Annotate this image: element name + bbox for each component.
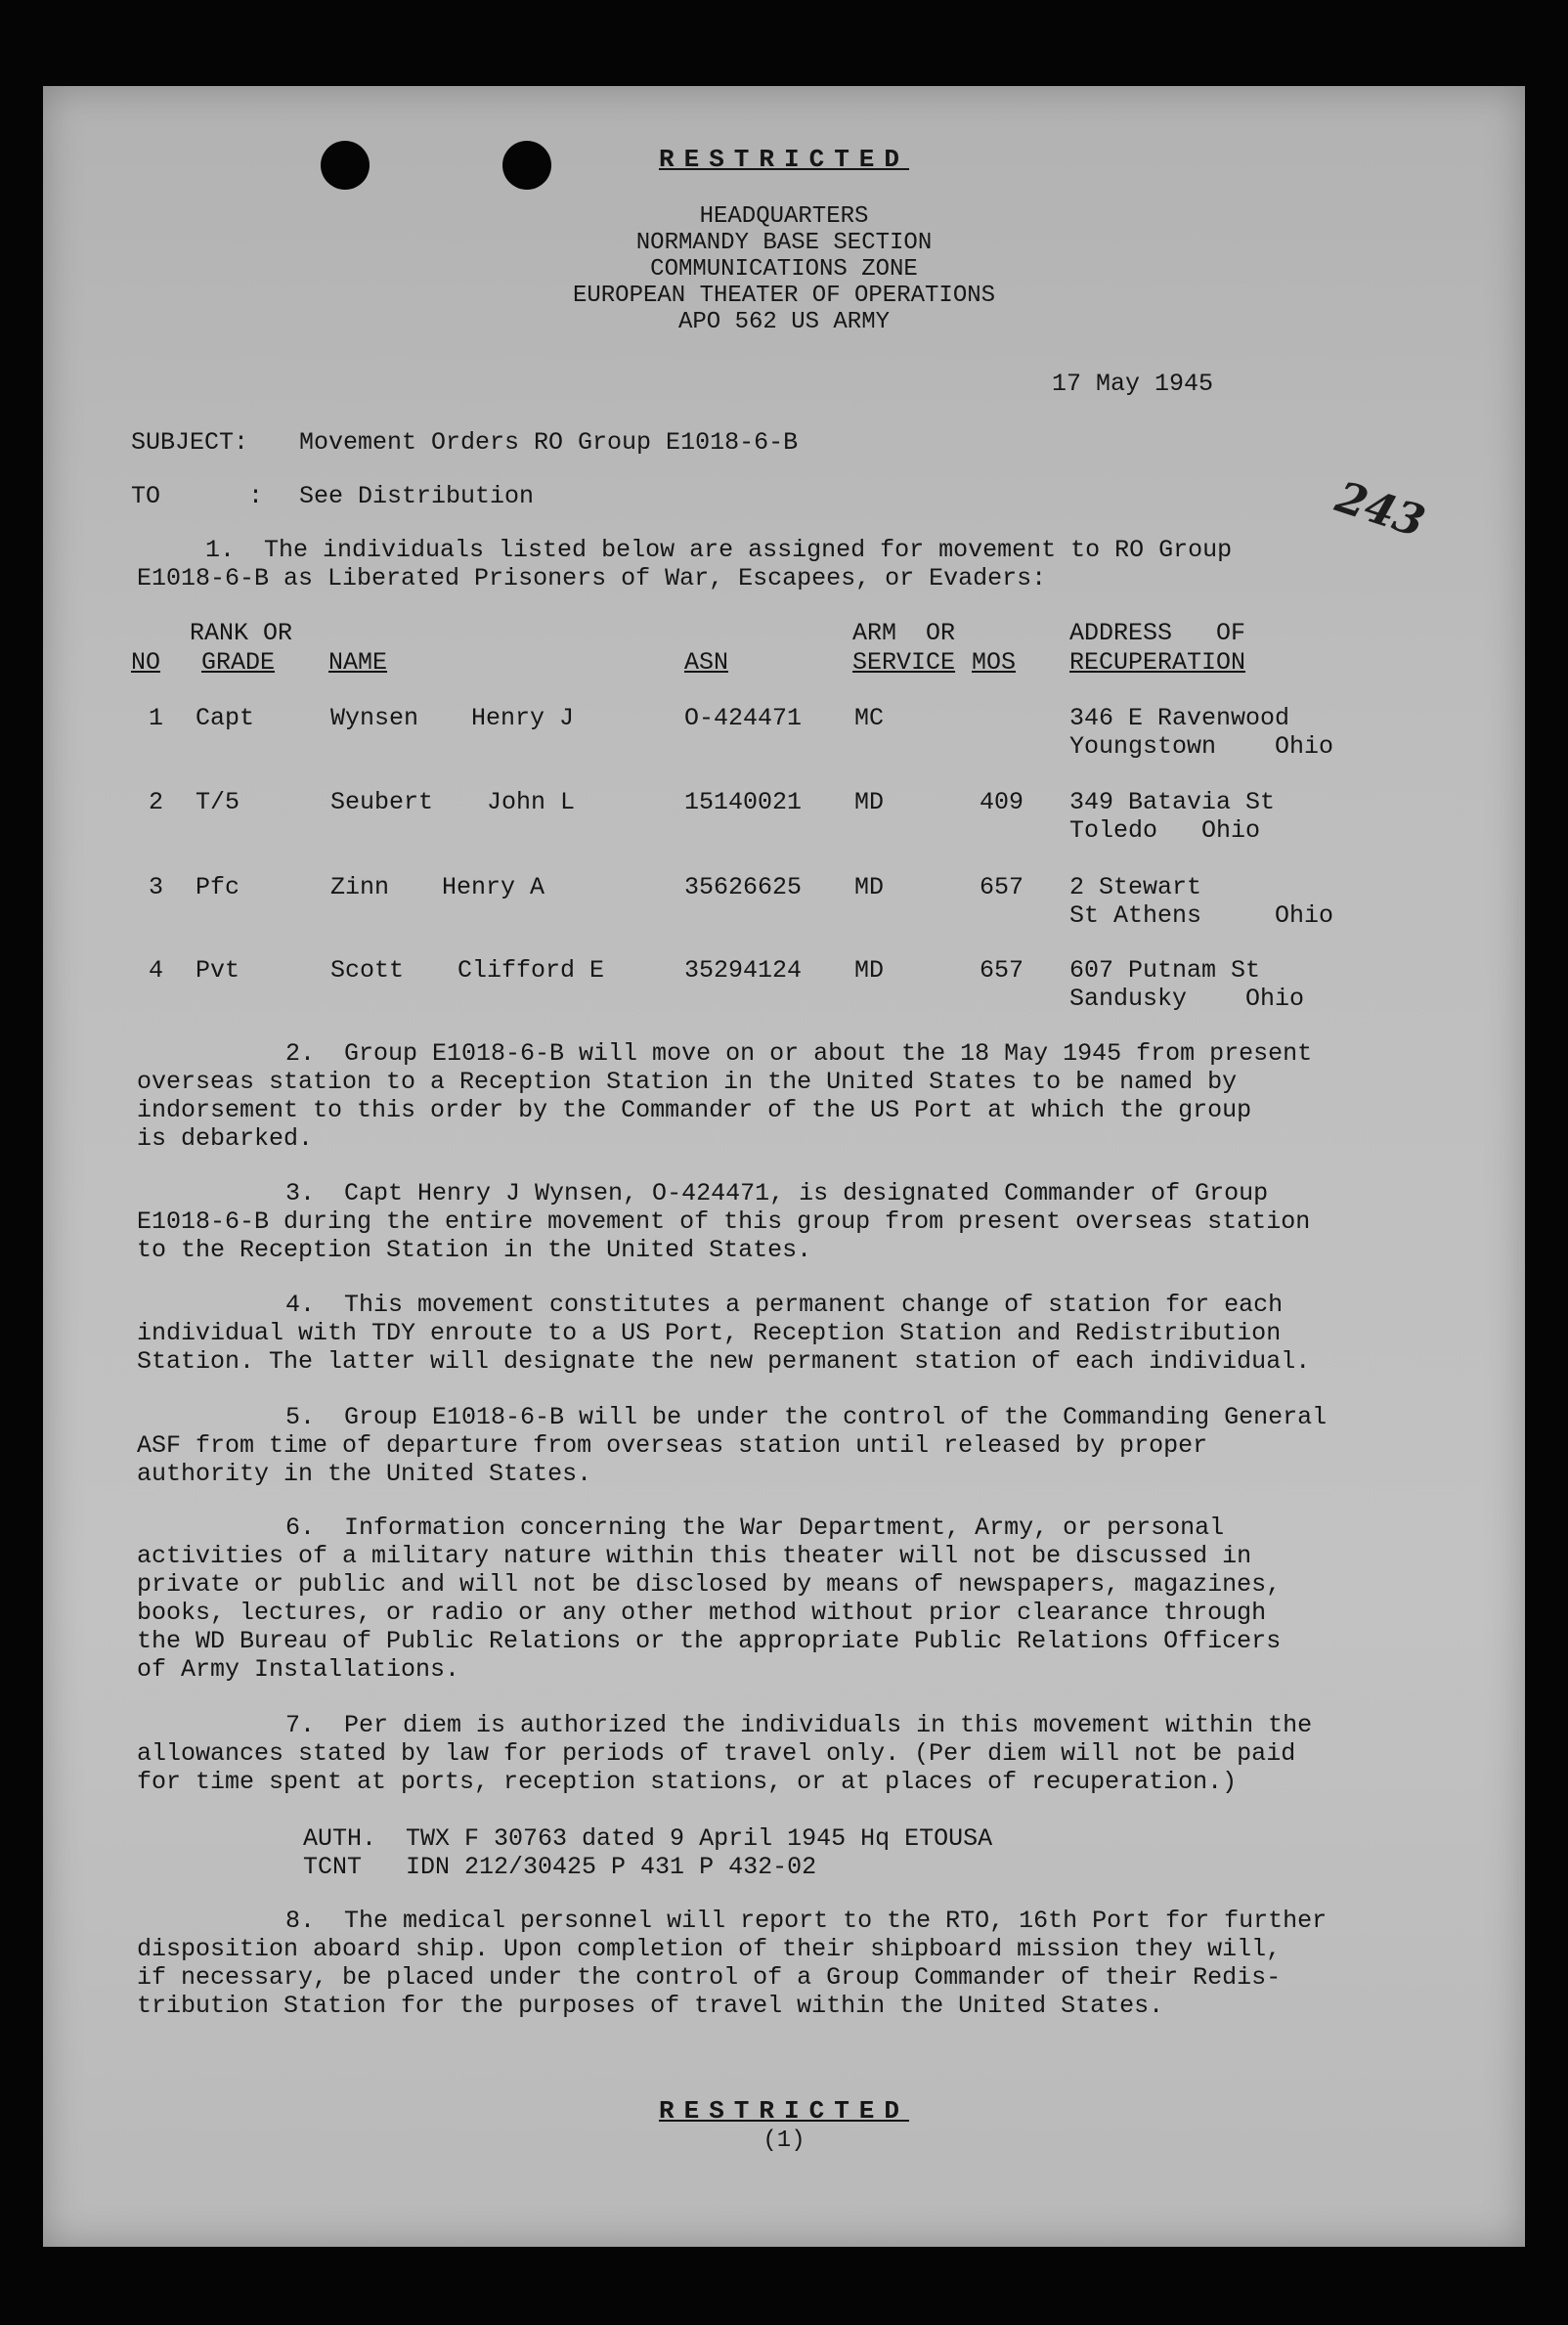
to-text: See Distribution: [299, 482, 535, 510]
paragraph-line: books, lectures, or radio or any other method without prior clearance through: [137, 1599, 1267, 1627]
cell-address: 346 E Ravenwood: [1069, 704, 1290, 732]
paragraph-line: the WD Bureau of Public Relations or the appropriate Public Relations Officers: [137, 1627, 1282, 1655]
column-header: ARM OR: [852, 619, 956, 647]
cell-address: Toledo Ohio: [1069, 816, 1261, 845]
paragraph-line: to the Reception Station in the United States.: [137, 1236, 812, 1264]
cell-arm: MC: [854, 704, 885, 732]
letterhead-line: APO 562 US ARMY: [677, 309, 891, 335]
paragraph-line: if necessary, be placed under the control of a Group Commander of their Redis-: [137, 1963, 1282, 1992]
paragraph-line: allowances stated by law for periods of travel only. (Per diem will not be paid: [137, 1739, 1296, 1768]
paragraph-5: [137, 1403, 1427, 1488]
handwritten-page-number: 243: [1329, 472, 1431, 548]
paragraph-line: activities of a military nature within this theater will not be discussed in: [137, 1542, 1252, 1570]
paragraph-line: indorsement to this order by the Commander of the US Port at which the group: [137, 1096, 1252, 1124]
cell-last-name: Scott: [330, 956, 405, 985]
paragraph-line: tribution Station for the purposes of travel within the United States.: [137, 1992, 1164, 2020]
document-page: [43, 86, 1525, 2247]
paragraph-line: disposition aboard ship. Upon completion of their shipboard mission they will,: [137, 1935, 1282, 1963]
paragraph-line: 3. Capt Henry J Wynsen, O-424471, is designated Commander of Group: [285, 1179, 1269, 1207]
cell-no: 1: [149, 704, 164, 732]
cell-first-name: John L: [487, 788, 576, 816]
cell-asn: O-424471: [684, 704, 803, 732]
cell-no: 2: [149, 788, 164, 816]
cell-no: 4: [149, 956, 164, 985]
cell-mos: 657: [980, 873, 1024, 901]
paragraph-3: [137, 1179, 1427, 1264]
authority-line: AUTH. TWX F 30763 dated 9 April 1945 Hq ETOUSA: [303, 1824, 993, 1853]
cell-arm: MD: [854, 956, 885, 985]
table-row: [43, 956, 1525, 1015]
cell-address: 607 Putnam St: [1069, 956, 1261, 985]
paragraph-line: is debarked.: [137, 1124, 314, 1153]
paragraph-line: 2. Group E1018-6-B will move on or about the 18 May 1945 from present: [285, 1039, 1313, 1068]
paragraph-1: [137, 536, 1427, 592]
letterhead-line: HEADQUARTERS: [699, 203, 869, 230]
paragraph-line: private or public and will not be disclosed by means of newspapers, magazines,: [137, 1570, 1282, 1599]
paragraph-line: 1. The individuals listed below are assigned for movement to RO Group: [205, 536, 1233, 564]
cell-mos: 657: [980, 956, 1024, 985]
column-header-mos: MOS: [972, 648, 1017, 677]
paragraph-line: for time spent at ports, reception stations, or at places of recuperation.): [137, 1768, 1238, 1796]
cell-first-name: Henry J: [471, 704, 575, 732]
cell-address: Sandusky Ohio: [1069, 985, 1305, 1013]
page-number: (1): [762, 2128, 806, 2154]
cell-arm: MD: [854, 788, 885, 816]
cell-grade: Pfc: [196, 873, 240, 901]
letterhead-line: NORMANDY BASE SECTION: [635, 230, 933, 256]
paragraph-line: 6. Information concerning the War Department, Army, or personal: [285, 1513, 1225, 1542]
paragraph-line: authority in the United States.: [137, 1460, 592, 1488]
paragraph-line: 8. The medical personnel will report to the RTO, 16th Port for further: [285, 1907, 1328, 1935]
column-header-address: RECUPERATION: [1069, 648, 1246, 677]
cell-no: 3: [149, 873, 164, 901]
subject-label: SUBJECT:: [131, 428, 249, 457]
table-row: [43, 873, 1525, 932]
cell-first-name: Clifford E: [457, 956, 605, 985]
cell-grade: Capt: [196, 704, 255, 732]
column-header-no: NO: [131, 648, 161, 677]
cell-address: 349 Batavia St: [1069, 788, 1276, 816]
paragraph-line: ASF from time of departure from overseas station until released by proper: [137, 1431, 1208, 1460]
cell-address: Youngstown Ohio: [1069, 732, 1334, 761]
paragraph-line: individual with TDY enroute to a US Port, Reception Station and Redistribution: [137, 1319, 1282, 1347]
authority-block: [303, 1824, 1427, 1881]
letterhead: [43, 203, 1525, 335]
restricted-stamp-top: RESTRICTED: [658, 145, 910, 174]
column-header-service: SERVICE: [852, 648, 956, 677]
column-header: ADDRESS OF: [1069, 619, 1246, 647]
cell-arm: MD: [854, 873, 885, 901]
paragraph-line: 4. This movement constitutes a permanent change of station for each: [285, 1291, 1284, 1319]
paragraph-4: [137, 1291, 1427, 1376]
letterhead-line: EUROPEAN THEATER OF OPERATIONS: [572, 283, 996, 309]
table-row: [43, 788, 1525, 847]
cell-last-name: Wynsen: [330, 704, 419, 732]
paragraph-line: of Army Installations.: [137, 1655, 460, 1684]
cell-last-name: Seubert: [330, 788, 434, 816]
cell-grade: T/5: [196, 788, 240, 816]
paragraph-line: 5. Group E1018-6-B will be under the control of the Commanding General: [285, 1403, 1328, 1431]
cell-mos: 409: [980, 788, 1024, 816]
cell-asn: 15140021: [684, 788, 803, 816]
paragraph-line: overseas station to a Reception Station in the United States to be named by: [137, 1068, 1238, 1096]
paragraph-line: Station. The latter will designate the new permanent station of each individual.: [137, 1347, 1311, 1376]
column-header-grade: GRADE: [201, 648, 276, 677]
document-date: 17 May 1945: [1052, 370, 1214, 398]
cell-last-name: Zinn: [330, 873, 390, 901]
cell-first-name: Henry A: [442, 873, 545, 901]
restricted-stamp-bottom: RESTRICTED: [658, 2096, 910, 2126]
cell-address: St Athens Ohio: [1069, 901, 1334, 930]
letterhead-line: COMMUNICATIONS ZONE: [650, 256, 918, 283]
column-header-asn: ASN: [684, 648, 729, 677]
cell-address: 2 Stewart: [1069, 873, 1202, 901]
paragraph-line: 7. Per diem is authorized the individuals in this movement within the: [285, 1711, 1313, 1739]
subject-text: Movement Orders RO Group E1018-6-B: [299, 428, 799, 457]
column-header: RANK OR: [190, 619, 293, 647]
paragraph-8: [137, 1907, 1427, 2020]
paragraph-7: [137, 1711, 1427, 1796]
cell-grade: Pvt: [196, 956, 240, 985]
to-label: TO :: [131, 482, 264, 510]
paragraph-line: E1018-6-B as Liberated Prisoners of War, Escapees, or Evaders:: [137, 564, 1047, 592]
column-header-name: NAME: [328, 648, 388, 677]
cell-asn: 35294124: [684, 956, 803, 985]
table-row: [43, 704, 1525, 763]
paragraph-6: [137, 1513, 1427, 1684]
paragraph-line: E1018-6-B during the entire movement of this group from present overseas station: [137, 1207, 1311, 1236]
authority-line: TCNT IDN 212/30425 P 431 P 432-02: [303, 1853, 817, 1881]
paragraph-2: [137, 1039, 1427, 1153]
cell-asn: 35626625: [684, 873, 803, 901]
